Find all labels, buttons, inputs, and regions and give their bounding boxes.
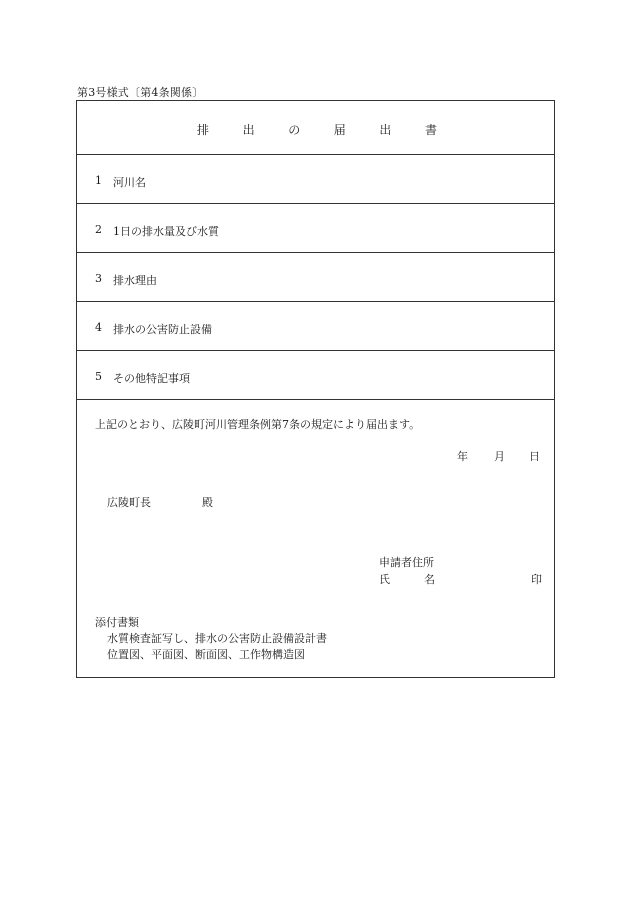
form-code: 第3号様式〔第4条関係〕 [77,86,204,99]
applicant-name-label-2[interactable]: 名 [424,573,435,586]
item-number: 5 [95,370,102,383]
date-year-label[interactable]: 年 [457,450,468,463]
addressee-name: 広陵町長 [107,496,151,509]
item-row-other-notes[interactable] [77,351,554,400]
item-number: 2 [95,223,102,236]
item-label: 1日の排水量及び水質 [113,225,219,238]
attachment-line: 水質検査証写し、排水の公害防止設備設計書 [107,632,327,645]
item-number: 1 [95,174,102,187]
addressee-honorific: 殿 [202,496,213,509]
attachment-line: 位置図、平面図、断面図、工作物構造図 [107,648,305,661]
applicant-address-label[interactable]: 申請者住所 [379,556,434,569]
title-char: 出 [379,123,392,137]
declaration-area [77,399,554,677]
item-row-pollution-equipment[interactable] [77,302,554,351]
date-month-label[interactable]: 月 [494,450,505,463]
title-row [77,101,554,155]
item-label: 河川名 [113,176,146,189]
item-label: その他特記事項 [113,372,190,385]
item-number: 3 [95,272,102,285]
seal-label: 印 [531,573,542,586]
title-char: 排 [197,123,210,137]
item-row-drainage-reason[interactable] [77,253,554,302]
notification-form [76,100,555,678]
title-char: 届 [333,123,346,137]
item-row-river-name[interactable] [77,155,554,204]
item-label: 排水理由 [113,274,157,287]
form-title [197,121,437,138]
attachments-heading: 添付書類 [95,616,139,629]
item-row-drainage-volume[interactable] [77,204,554,253]
item-number: 4 [95,321,102,334]
title-char: の [288,123,301,137]
item-label: 排水の公害防止設備 [113,323,212,336]
declaration-statement: 上記のとおり、広陵町河川管理条例第7条の規定により届出ます。 [95,418,421,431]
title-char: 出 [242,123,255,137]
applicant-name-label-1: 氏 [379,573,390,586]
title-char: 書 [424,123,437,137]
date-day-label[interactable]: 日 [529,450,540,463]
